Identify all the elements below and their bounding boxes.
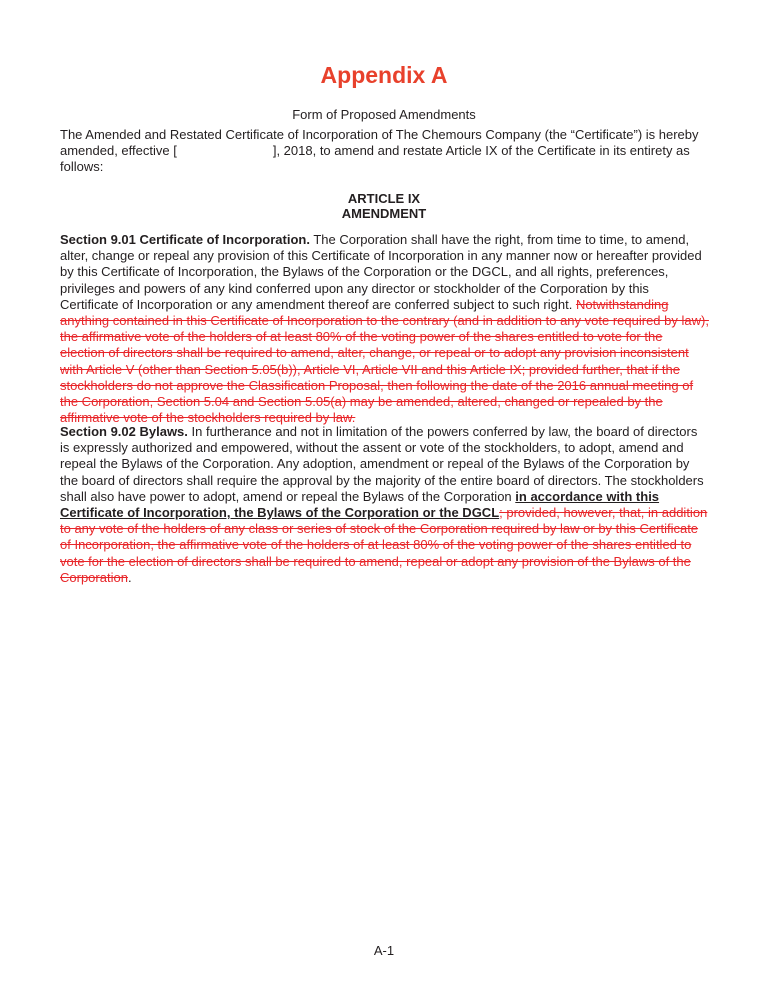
intro-text-1: The Amended and Restated Certificate of Incorporation of The Chemours Company (the “Certificate”) is hereby amended, effective [ (60, 127, 699, 159)
deleted-text: ; provided, however, that, in addition to any vote of the holders of any class or series of stock of the Corporation required by law or by this Certificate of Incorporation, the affirmative vote of the holders of at least 80% of the voting power of the shares entitled to vote for the election of directors shall be required to amend, repeal or adopt any provision of the Bylaws of the Corporation (60, 505, 708, 585)
article-number: ARTICLE IX (347, 191, 421, 206)
section-heading: Section 9.02 Bylaws. (60, 424, 188, 439)
section-end: . (127, 569, 132, 585)
section-9-01 (60, 232, 710, 426)
inserted-text: in accordance with this Certificate of Incorporation, the Bylaws of the Corporation or the DGCL (60, 488, 660, 521)
intro-text-2: ], 2018, to amend and restate Article IX of the Certificate in its entirety as follows: (60, 143, 690, 175)
article-title: AMENDMENT (341, 206, 427, 221)
section-heading: Section 9.01 Certificate of Incorporation. (60, 232, 310, 247)
section-text: The Corporation shall have the right, from time to time, to amend, alter, change or repeal any provision of this Certificate of Incorporation in any manner now or hereafter provided by this Certificate of Incorporation, the Bylaws of the Corporation or the DGCL, and all rights, preferences, privileges and powers of any kind conferred upon any director or stockholder of the Corporation by this Certificate of Incorporation or any amendment thereof are conferred subject to such right. (60, 232, 702, 312)
section-9-02 (60, 424, 710, 586)
page-title: Appendix A (320, 62, 448, 88)
deleted-text: Notwithstanding anything contained in this Certificate of Incorporation to the contrary (and in addition to any vote required by law), the affirmative vote of the holders of at least 80% of the voting power of the shares entitled to vote for the election of directors shall be required to amend, alter, change, or repeal or to adopt any provision inconsistent with Article V (other than Section 5.05(b)), Article VI, Article VII and this Article IX; provided further, that if the stockholders do not approve the Classification Proposal, then following the date of the 2016 annual meeting of the Corporation, Section 5.04 and Section 5.05(a) may be amended, altered, changed or repealed by the affirmative vote of the stockholders required by law. (60, 296, 709, 426)
subtitle: Form of Proposed Amendments (292, 107, 476, 122)
page-number: A-1 (373, 943, 395, 958)
section-text: In furtherance and not in limitation of the powers conferred by law, the board of directors is expressly authorized and empowered, without the assent or vote of the stockholders, to adopt, amend and repeal the Bylaws of the Corporation. Any adoption, amendment or repeal of the Bylaws of the Corporation by the board of directors shall require the approval by the majority of the entire board of directors. The stockholders shall also have power to adopt, amend or repeal the Bylaws of the Corporation (60, 424, 704, 504)
intro-paragraph (60, 127, 710, 176)
article-heading (0, 191, 768, 221)
